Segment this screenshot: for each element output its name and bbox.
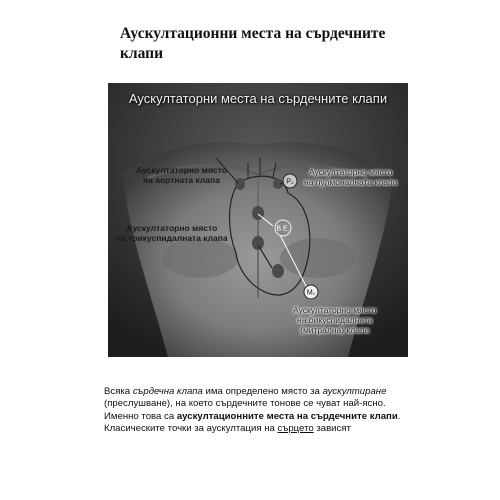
- pulmonary-valve: [273, 179, 283, 189]
- aortic-label: Аускултаторно място на аортната клапа: [136, 165, 227, 185]
- erb-marker-label: B.E.: [276, 225, 290, 233]
- tricuspid-label: Аускултаторно място на трикуспидалната клапа: [116, 223, 228, 243]
- tricuspid-valve: [252, 236, 264, 250]
- figure-title: Аускултаторни места на сърдечните клапи: [128, 91, 388, 106]
- mitral-valve: [272, 264, 284, 278]
- aortic-point: [235, 178, 245, 190]
- right-pectoral: [162, 238, 238, 278]
- body-paragraph: Всяка сърдечна клапа има определено място за аускултиране (преслушване), на което сърдечните тонове се чуват най-ясно. Именно това са аускултационните места на сърдечните клапи. Класическите точки за аускултация на сърцето зависят: [104, 385, 401, 435]
- pulmonary-marker-label: P₂: [286, 178, 294, 186]
- auscultation-figure: [108, 83, 408, 357]
- pulmonary-label: Аускултаторно място на пулмоналната клапа: [304, 167, 398, 187]
- mitral-marker-label: M₁: [306, 289, 316, 297]
- mitral-label: Аускултаторно място на бикуспидалната (митрална) клапа: [293, 305, 377, 335]
- document-title: Аускултационни места на сърдечните клапи: [120, 25, 386, 62]
